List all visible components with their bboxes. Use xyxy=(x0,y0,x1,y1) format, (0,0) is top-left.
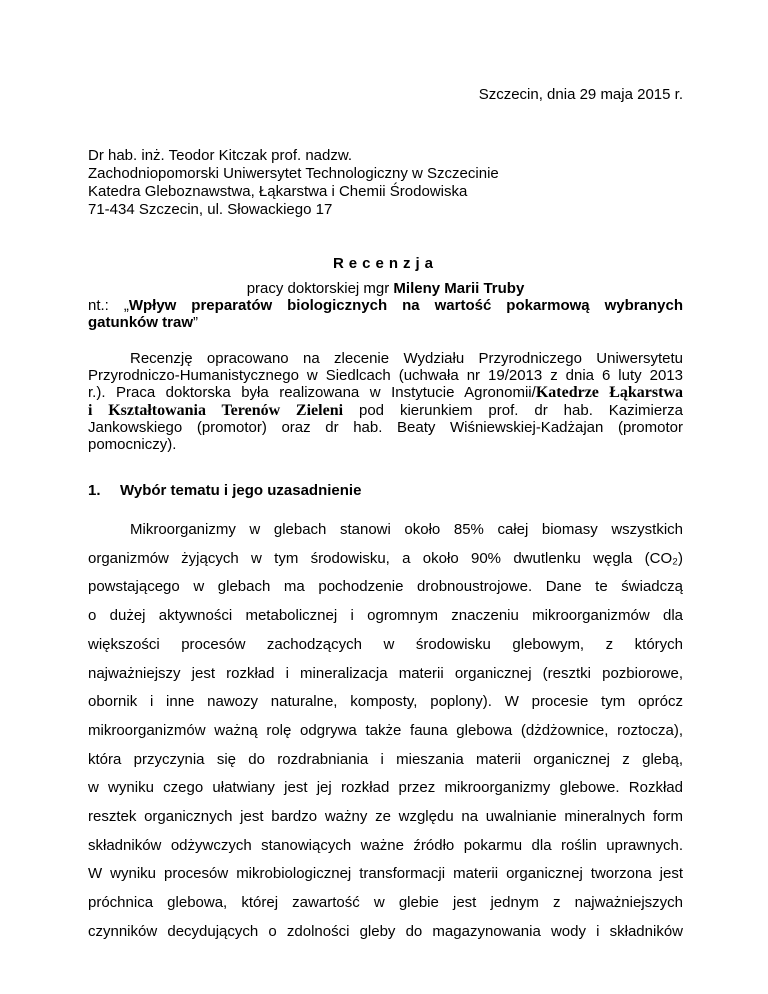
intro-line: pomocniczy). xyxy=(88,436,177,454)
intro-department-name: Katedrze Łąkarstwa xyxy=(535,384,683,402)
reviewer-department: Katedra Gleboznawstwa, Łąkarstwa i Chemii Środowiska xyxy=(88,183,468,200)
intro-line xyxy=(88,402,683,419)
thesis-author-line xyxy=(88,280,683,297)
reviewer-postal-address: 71-434 Szczecin, ul. Słowackiego 17 xyxy=(88,201,333,218)
intro-line: Jankowskiego (promotor) oraz dr hab. Beaty Wiśniewskiej-Kadżajan (promotor xyxy=(88,418,683,436)
body-line: większości procesów zachodzących w środowisku glebowym, z których xyxy=(88,635,683,653)
body-line: czynników decydujących o zdolności gleby do magazynowania wody i składników xyxy=(88,922,683,940)
body-line: mikroorganizmów ważną rolę odgrywa także fauna glebowa (dżdżownice, roztocza), xyxy=(88,721,683,739)
body-line: składników odżywczych stanowiących ważne źródło pokarmu dla roślin uprawnych. xyxy=(88,836,683,854)
thesis-close-quote: ” xyxy=(193,314,199,331)
thesis-author-prefix: pracy doktorskiej mgr xyxy=(246,280,394,297)
body-line: która przyczynia się do rozdrabniania i mieszania materii organicznej z glebą, xyxy=(88,750,683,768)
section-title: Wybór tematu i jego uzasadnienie xyxy=(120,482,362,499)
body-line: resztek organicznych jest bardzo ważny ze względu na uwalnianie mineralnych form xyxy=(88,808,683,826)
section-heading xyxy=(88,482,683,500)
thesis-title-line-2 xyxy=(88,314,683,331)
body-line: powstającego w glebach ma pochodzenie drobnoustrojowe. Dane te świadczą xyxy=(88,578,683,596)
reviewer-address xyxy=(88,147,683,219)
reviewer-university: Zachodniopomorski Uniwersytet Technologiczny w Szczecinie xyxy=(88,165,499,182)
body-line: obornik i inne nawozy naturalne, komposty, poplony). W procesie tym oprócz xyxy=(88,693,683,711)
thesis-info xyxy=(88,280,683,331)
body-line: W wyniku procesów mikrobiologicznej transformacji materii organicznej tworzona jest xyxy=(88,865,683,883)
body-line: organizmów żyjących w tym środowisku, a około 90% dwutlenku węgla (CO₂) xyxy=(88,549,683,567)
reviewer-name: Dr hab. inż. Teodor Kitczak prof. nadzw. xyxy=(88,147,353,164)
intro-line-text: r.). Praca doktorska była realizowana w Instytucie Agronomii/ xyxy=(88,384,536,402)
section-number: 1. xyxy=(88,482,101,499)
intro-line-text: pod kierunkiem prof. dr hab. Kazimierza xyxy=(343,401,683,419)
intro-line: Przyrodniczo-Humanistycznego w Siedlcach (uchwała nr 19/2013 z dnia 6 luty 2013 xyxy=(88,367,683,385)
body-line: próchnica glebowa, której zawartość w glebie jest jednym z najważniejszych xyxy=(88,894,683,912)
thesis-nt-prefix: nt.: „ xyxy=(88,297,129,314)
intro-department-name-cont: i Kształtowania Terenów Zieleni xyxy=(88,401,344,419)
thesis-title-part2: gatunków traw xyxy=(88,314,194,331)
body-line: Mikroorganizmy w glebach stanowi około 85% całej biomasy wszystkich xyxy=(130,521,683,538)
body-line: najważniejszy jest rozkład i mineralizacja materii organicznej (resztki pozbiorowe, xyxy=(88,664,683,682)
thesis-title-part1: Wpływ preparatów biologicznych na wartość pokarmową wybranych xyxy=(128,297,683,314)
body-line: o dużej aktywności metabolicznej i ogromnym znaczeniu mikroorganizmów dla xyxy=(88,607,683,625)
document-title: Recenzja xyxy=(332,255,439,272)
intro-paragraph xyxy=(88,350,683,453)
intro-line xyxy=(88,384,683,401)
body-paragraph xyxy=(88,516,683,947)
intro-line: Recenzję opracowano na zlecenie Wydziału Przyrodniczego Uniwersytetu xyxy=(130,350,683,367)
thesis-title-line xyxy=(88,297,683,314)
thesis-author: Mileny Marii Truby xyxy=(393,280,525,297)
body-line: w wyniku czego ułatwiany jest jej rozkład przez mikroorganizmy glebowe. Rozkład xyxy=(88,779,683,797)
dateline: Szczecin, dnia 29 maja 2015 r. xyxy=(478,86,683,103)
